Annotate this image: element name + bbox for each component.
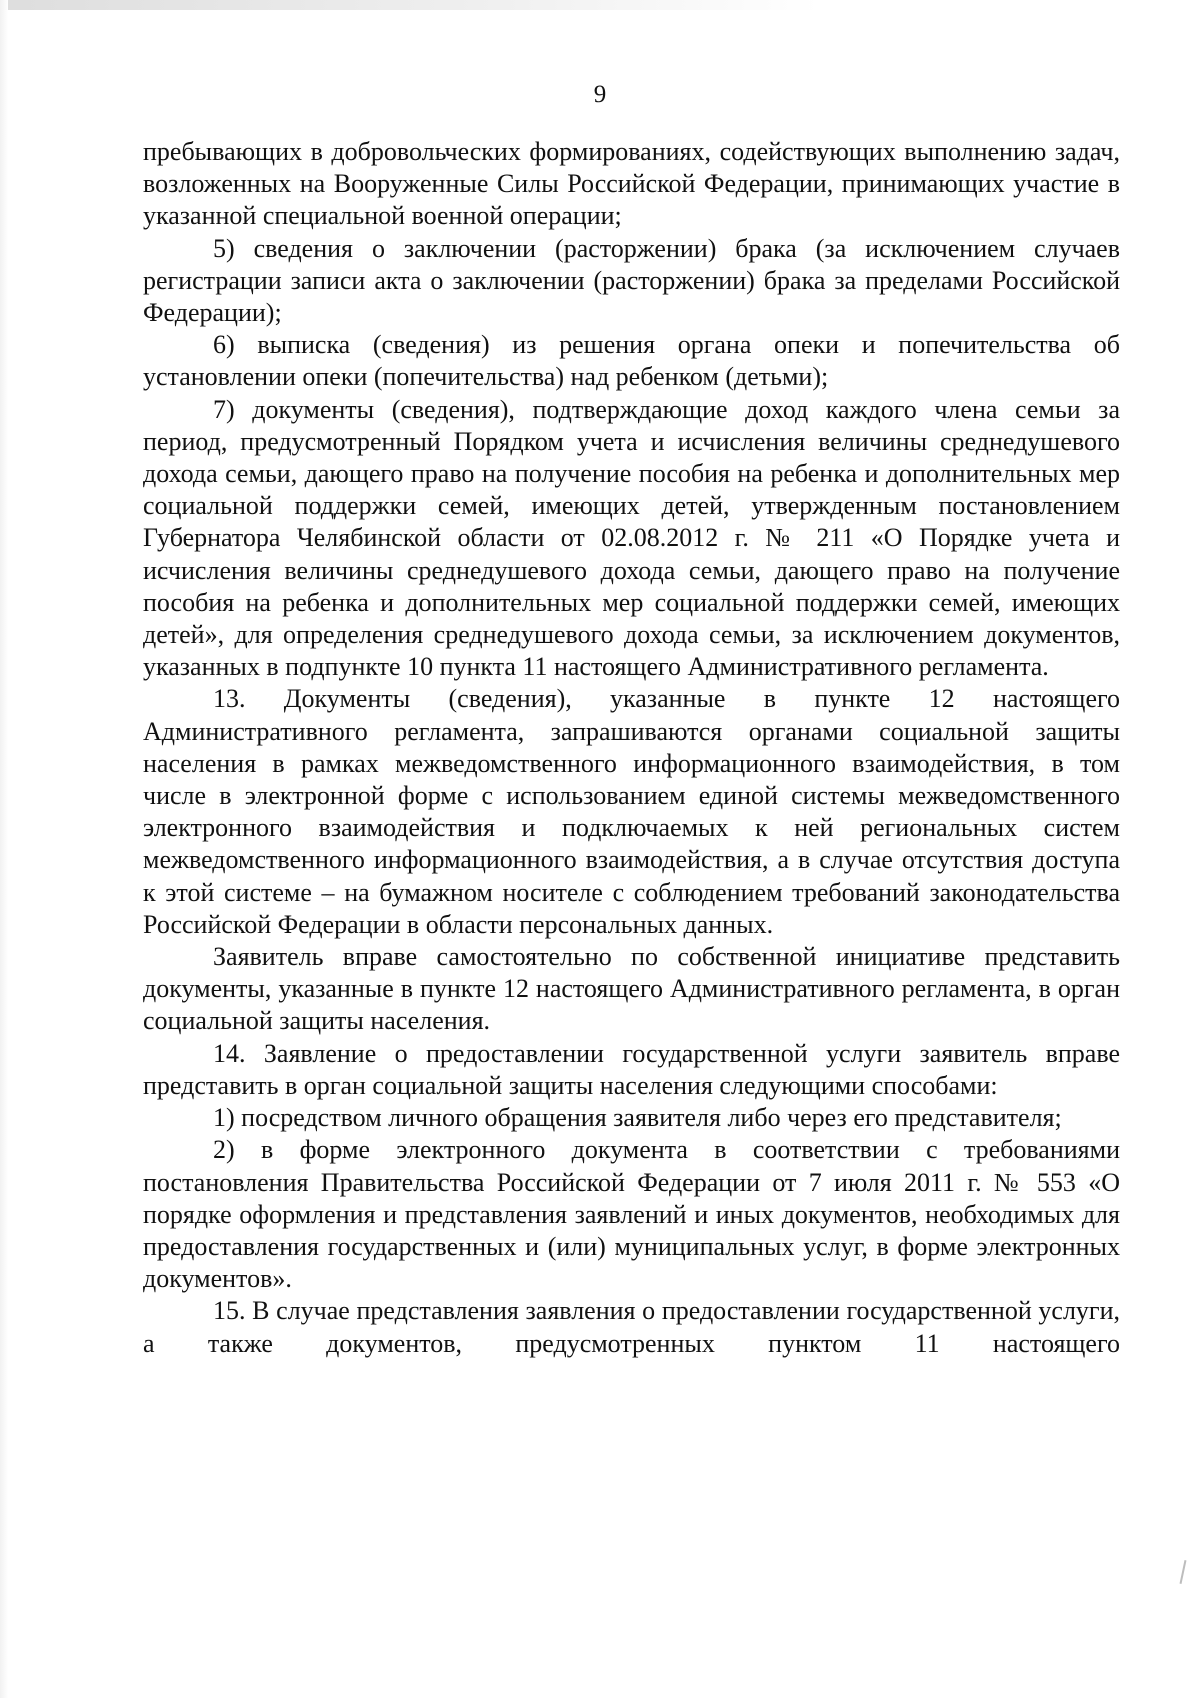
paragraph-15: 15. В случае представления заявления о предоставлении государственной услуги, а также документов, предусмотренных пунктом 11 настоящего [143, 1296, 1120, 1358]
paragraph-item-5: 5) сведения о заключении (расторжении) брака (за исключением случаев регистрации записи акта о заключении (расторжении) брака за пределами Российской Федерации); [143, 233, 1120, 328]
scan-artifact-mark [1180, 1560, 1187, 1584]
paragraph-item-7: 7) документы (сведения), подтверждающие доход каждого члена семьи за период, предусмотренный Порядком учета и исчисления величины среднедушевого дохода семьи, дающего право на получение пособия на ребенка и дополнительных мер социальной поддержки семей, имеющих детей, утвержденным постановлением Губернатора Челябинской области от 02.08.2012 г. № 211 «О Порядке учета и исчисления величины среднедушевого дохода семьи, дающего право на получение пособия на ребенка и дополнительных мер социальной поддержки семей, имеющих детей», для определения среднедушевого дохода семьи, за исключением документов, указанных в подпункте 10 пункта 11 настоящего Административного регламента. [143, 394, 1120, 682]
paragraph-13: 13. Документы (сведения), указанные в пункте 12 настоящего Административного регламента, запрашиваются органами социальной защиты населения в рамках межведомственного информационного взаимодействия, в том числе в электронной форме с использованием единой системы межведомственного электронного взаимодействия и подключаемых к ней региональных систем межведомственного информационного взаимодействия, а в случае отсутствия доступа к этой системе – на бумажном носителе с соблюдением требований законодательства Российской Федерации в области персональных данных. [143, 684, 1120, 939]
paragraph-continuation: пребывающих в добровольческих формированиях, содействующих выполнению задач, возложенных на Вооруженные Силы Российской Федерации, принимающих участие в указанной специальной военной операции; [143, 137, 1120, 231]
scan-edge-left [0, 0, 8, 1698]
paragraph-item-6: 6) выписка (сведения) из решения органа опеки и попечительства об установлении опеки (попечительства) над ребенком (детьми); [143, 330, 1120, 392]
document-body [143, 136, 1120, 1360]
paragraph-applicant-right: Заявитель вправе самостоятельно по собственной инициативе представить документы, указанные в пункте 12 настоящего Административного регламента, в орган социальной защиты населения. [143, 942, 1120, 1036]
page-number: 9 [593, 81, 607, 108]
paragraph-14-item-2: 2) в форме электронного документа в соответствии с требованиями постановления Правительства Российской Федерации от 7 июля 2011 г. № 553 «О порядке оформления и представления заявлений и иных документов, необходимых для предоставления государственных и (или) муниципальных услуг, в форме электронных документов». [143, 1135, 1120, 1294]
paragraph-14: 14. Заявление о предоставлении государственной услуги заявитель вправе представить в орган социальной защиты населения следующими способами: [143, 1038, 1120, 1100]
paragraph-14-item-1: 1) посредством личного обращения заявителя либо через его представителя; [213, 1103, 1062, 1133]
scan-edge-top [0, 0, 820, 10]
